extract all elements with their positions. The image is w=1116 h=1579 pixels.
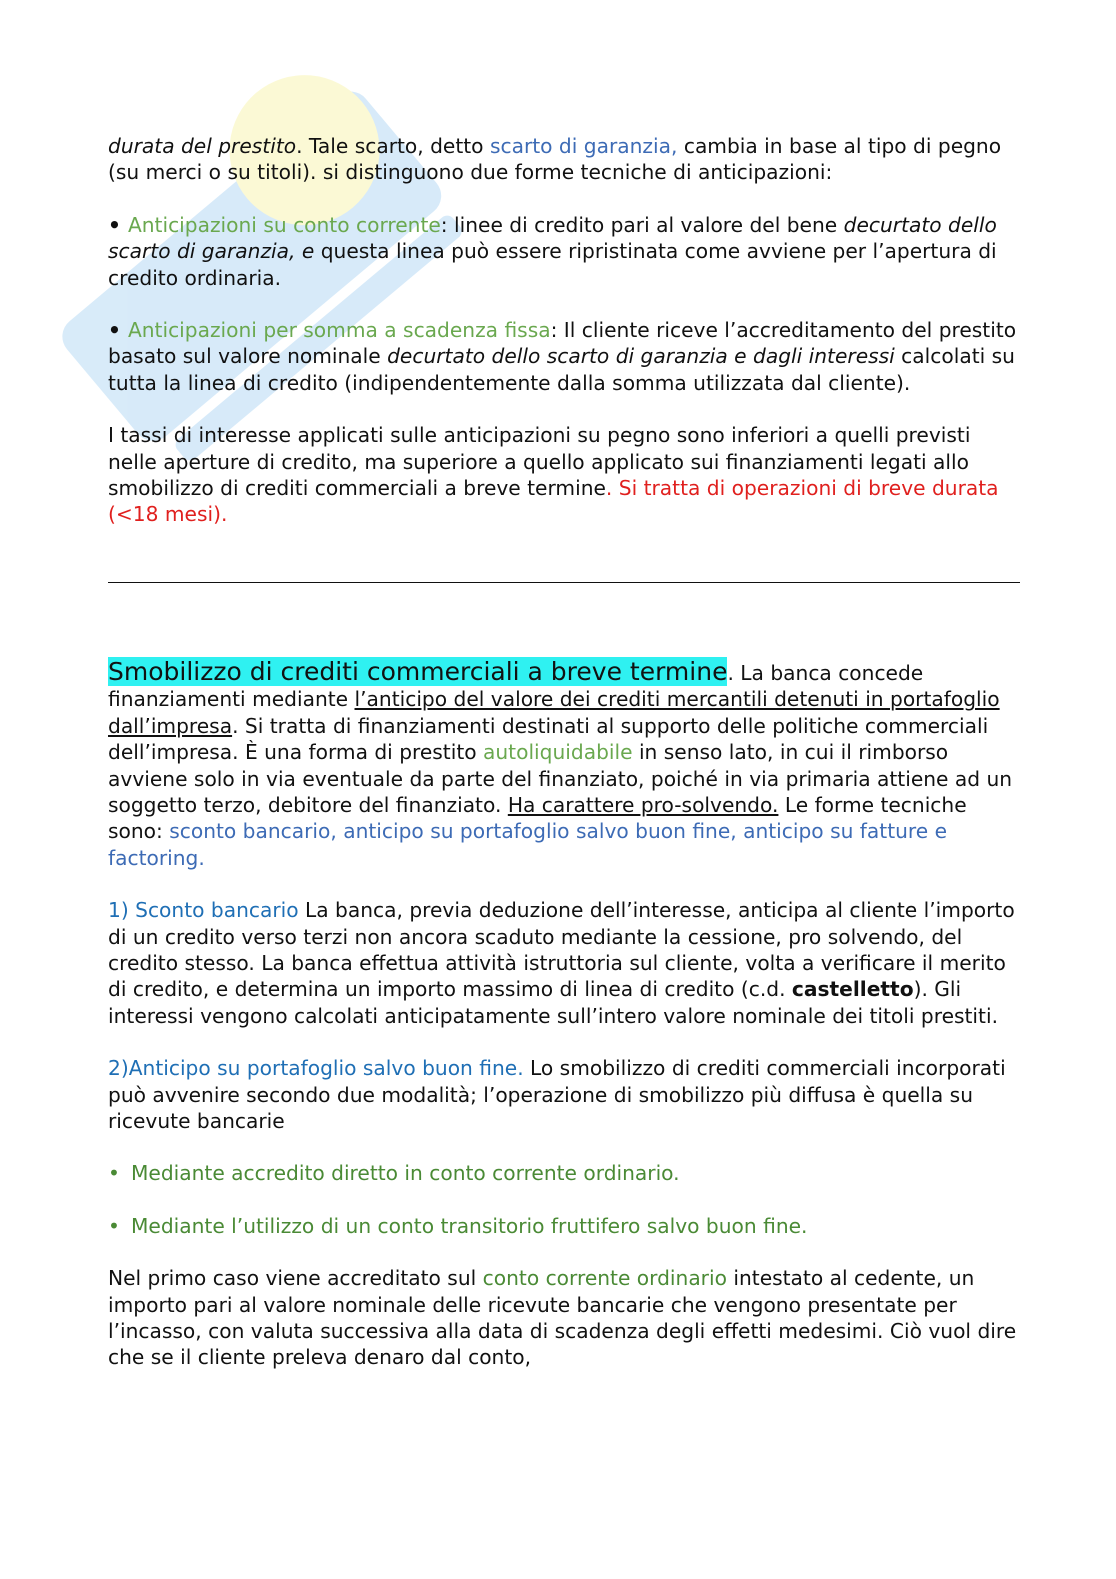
section-heading: Smobilizzo di crediti commerciali a breve termine (108, 656, 728, 686)
paragraph-sconto-bancario: 1) Sconto bancario La banca, previa deduzione dell’interesse, anticipa al cliente l’importo di un credito verso terzi non ancora scaduto mediante la cessione, pro solvendo, del credito stesso. La banca effettua attività istruttoria sul cliente, volta a verificare il merito di credito, e determina un importo massimo di linea di credito (c.d. castelletto). Gli interessi vengono calcolati anticipatamente sull’intero valore nominale dei titoli prestiti. (108, 898, 1015, 1028)
paragraph-anticipo-portafoglio: 2)Anticipo su portafoglio salvo buon fine. Lo smobilizzo di crediti commerciali incorporati può avvenire secondo due modalità; l’operazione di smobilizzo più diffusa è quella su ricevute bancarie (108, 1056, 1006, 1133)
paragraph-primo-caso: Nel primo caso viene accreditato sul conto corrente ordinario intestato al cedente, un importo pari al valore nominale delle ricevute bancarie che vengono presentate per l’incasso, con valuta successiva alla data di scadenza degli effetti medesimi. Ciò vuol dire che se il cliente preleva denaro dal conto, (108, 1266, 1017, 1370)
paragraph-tassi-interesse: I tassi di interesse applicati sulle anticipazioni su pegno sono inferiori a quelli previsti nelle aperture di credito, ma superiore a quello applicato sui finanziamenti legati allo smobilizzo di crediti commerciali a breve termine. Si tratta di operazioni di breve durata (<18 mesi). (108, 423, 999, 527)
paragraph-scarto-garanzia: durata del prestito. Tale scarto, detto scarto di garanzia, cambia in base al tipo di pegno (su merci o su titoli). si distinguono due forme tecniche di anticipazioni: (108, 134, 1002, 185)
bullet-anticipazioni-scadenza-fissa: • Anticipazioni per somma a scadenza fissa: Il cliente riceve l’accreditamento del prestito basato sul valore nominale decurtato dello scarto di garanzia e dagli interessi calcolati su tutta la linea di credito (indipendentemente dalla somma utilizzata dal cliente). (108, 318, 1017, 395)
section-smobilizzo: Smobilizzo di crediti commerciali a breve termine. La banca concede finanziamenti mediante l’anticipo del valore dei crediti mercantili detenuti in portafoglio dall’impresa. Si tratta di finanziamenti destinati al supporto delle politiche commerciali dell’impresa. È una forma di prestito autoliquidabile in senso lato, in cui il rimborso avviene solo in via eventuale da parte del finanziato, poiché in via primaria attiene ad un soggetto terzo, debitore del finanziato. Ha carattere pro-solvendo. Le forme tecniche sono: sconto bancario, anticipo su portafoglio salvo buon fine, anticipo su fatture e factoring. (108, 656, 1013, 870)
list-item: • Mediante l’utilizzo di un conto transitorio fruttifero salvo buon fine. (131, 1213, 1020, 1239)
bullet-anticipazioni-conto-corrente: • Anticipazioni su conto corrente: linee di credito pari al valore del bene decurtato dello scarto di garanzia, e questa linea può essere ripristinata come avviene per l’apertura di credito ordinaria. (108, 212, 997, 290)
list-item: • Mediante accredito diretto in conto corrente ordinario. (131, 1160, 1020, 1186)
modes-list (108, 1160, 1020, 1239)
document-body (108, 133, 1020, 1371)
